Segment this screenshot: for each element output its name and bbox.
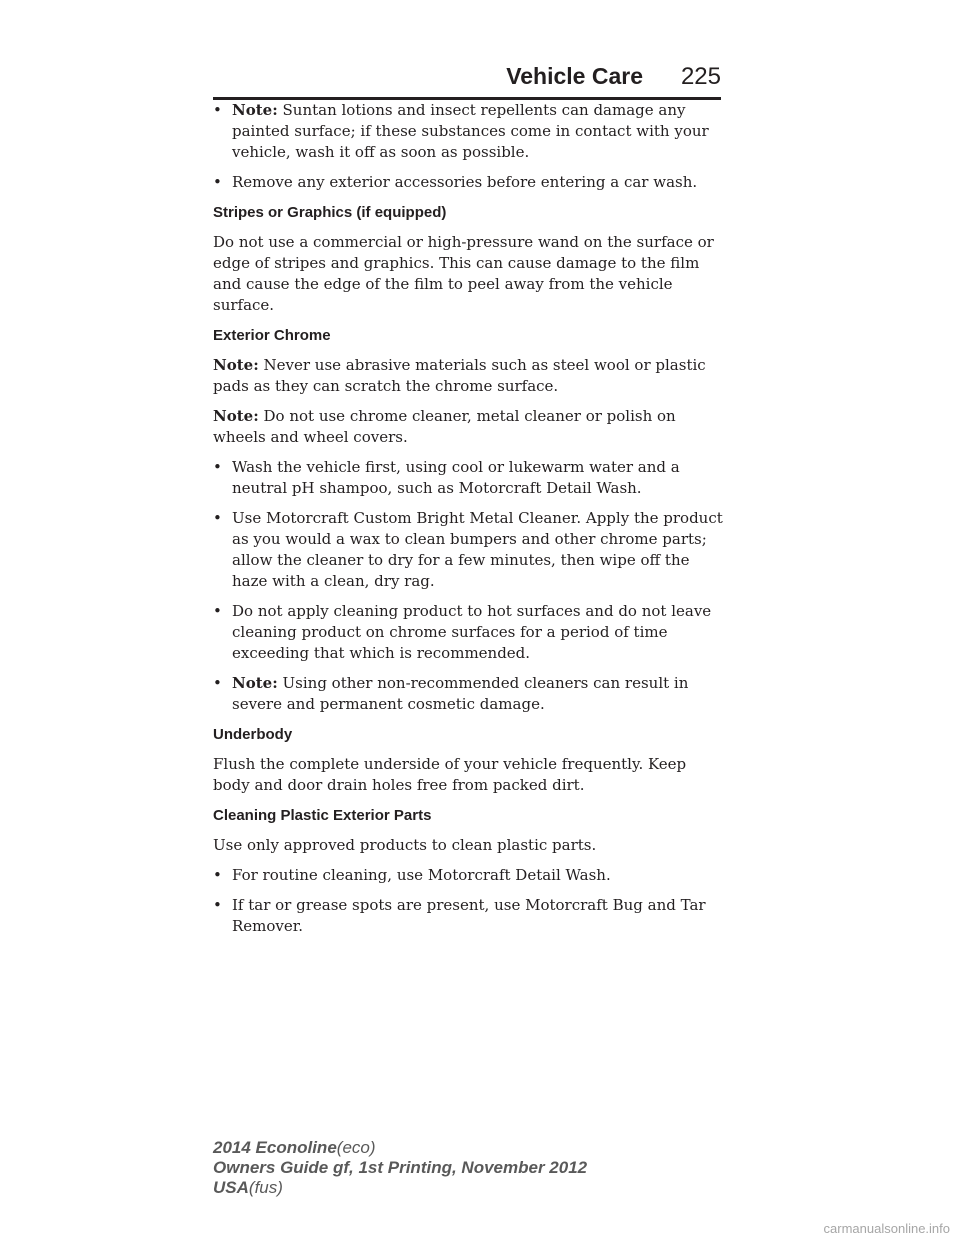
page-content (213, 100, 723, 946)
bullet-marker: • (213, 602, 222, 620)
paragraph: Use only approved products to clean plastic parts. (213, 836, 597, 854)
bullet-text: Remove any exterior accessories before entering a car wash. (232, 173, 698, 191)
paragraph: Flush the complete underside of your vehicle frequently. Keep body and door drain holes free from packed dirt. (213, 755, 687, 794)
bullet-marker: • (213, 866, 222, 884)
bullet-text: Do not apply cleaning product to hot surfaces and do not leave cleaning product on chrome surfaces for a period of time exceeding that which is recommended. (232, 602, 712, 662)
section-heading: Stripes or Graphics (if equipped) (213, 204, 447, 221)
page-number: 225 (680, 63, 721, 90)
note-label: Note: (232, 674, 278, 692)
footer-line: Owners Guide gf, 1st Printing, November 2012 (213, 1158, 588, 1177)
note-label: Note: (232, 101, 278, 119)
bullet-item (213, 601, 723, 664)
bullet-marker: • (213, 896, 222, 914)
bullet-text: Use Motorcraft Custom Bright Metal Cleaner. Apply the product as you would a wax to clean bumpers and other chrome parts; allow the cleaner to dry for a few minutes, then wipe off the haze with a clean, dry rag. (232, 509, 723, 590)
bullet-marker: • (213, 509, 222, 527)
section-title: Vehicle Care (506, 63, 643, 89)
section-heading: Underbody (213, 726, 293, 743)
note-paragraph (213, 406, 723, 448)
bullet-text: Suntan lotions and insect repellents can damage any painted surface; if these substances come in contact with your vehicle, wash it off as soon as possible. (232, 101, 709, 161)
page-header (213, 59, 721, 99)
section-heading: Cleaning Plastic Exterior Parts (213, 807, 432, 824)
bullet-text: If tar or grease spots are present, use Motorcraft Bug and Tar Remover. (232, 896, 706, 935)
bullet-marker: • (213, 674, 222, 692)
footer-line (213, 1178, 633, 1198)
bullet-item (213, 673, 723, 715)
footer-model: 2014 Econoline (213, 1138, 337, 1157)
bullet-marker: • (213, 458, 222, 476)
note-paragraph (213, 355, 723, 397)
page-footer (213, 1138, 633, 1198)
note-text: Do not use chrome cleaner, metal cleaner or polish on wheels and wheel covers. (213, 407, 676, 446)
bullet-text: Using other non-recommended cleaners can result in severe and permanent cosmetic damage. (232, 674, 689, 713)
bullet-text: Wash the vehicle first, using cool or lukewarm water and a neutral pH shampoo, such as Motorcraft Detail Wash. (232, 458, 680, 497)
bullet-item (213, 172, 723, 193)
paragraph: Do not use a commercial or high-pressure wand on the surface or edge of stripes and graphics. This can cause damage to the film and cause the edge of the film to peel away from the vehicle surface. (213, 233, 714, 314)
section-heading: Exterior Chrome (213, 327, 331, 344)
watermark-link[interactable]: carmanualsonline.info (823, 1221, 950, 1236)
footer-market: USA (213, 1178, 249, 1197)
footer-market-code: (fus) (248, 1178, 283, 1197)
note-text: Never use abrasive materials such as steel wool or plastic pads as they can scratch the chrome surface. (213, 356, 706, 395)
bullet-item (213, 457, 723, 499)
bullet-item (213, 508, 723, 592)
bullet-text: For routine cleaning, use Motorcraft Detail Wash. (232, 866, 611, 884)
bullet-item (213, 100, 723, 163)
footer-model-code: (eco) (336, 1138, 376, 1157)
bullet-item (213, 865, 723, 886)
note-label: Note: (213, 356, 259, 374)
bullet-item (213, 895, 723, 937)
bullet-marker: • (213, 173, 222, 191)
note-label: Note: (213, 407, 259, 425)
bullet-marker: • (213, 101, 222, 119)
footer-line (213, 1138, 633, 1158)
